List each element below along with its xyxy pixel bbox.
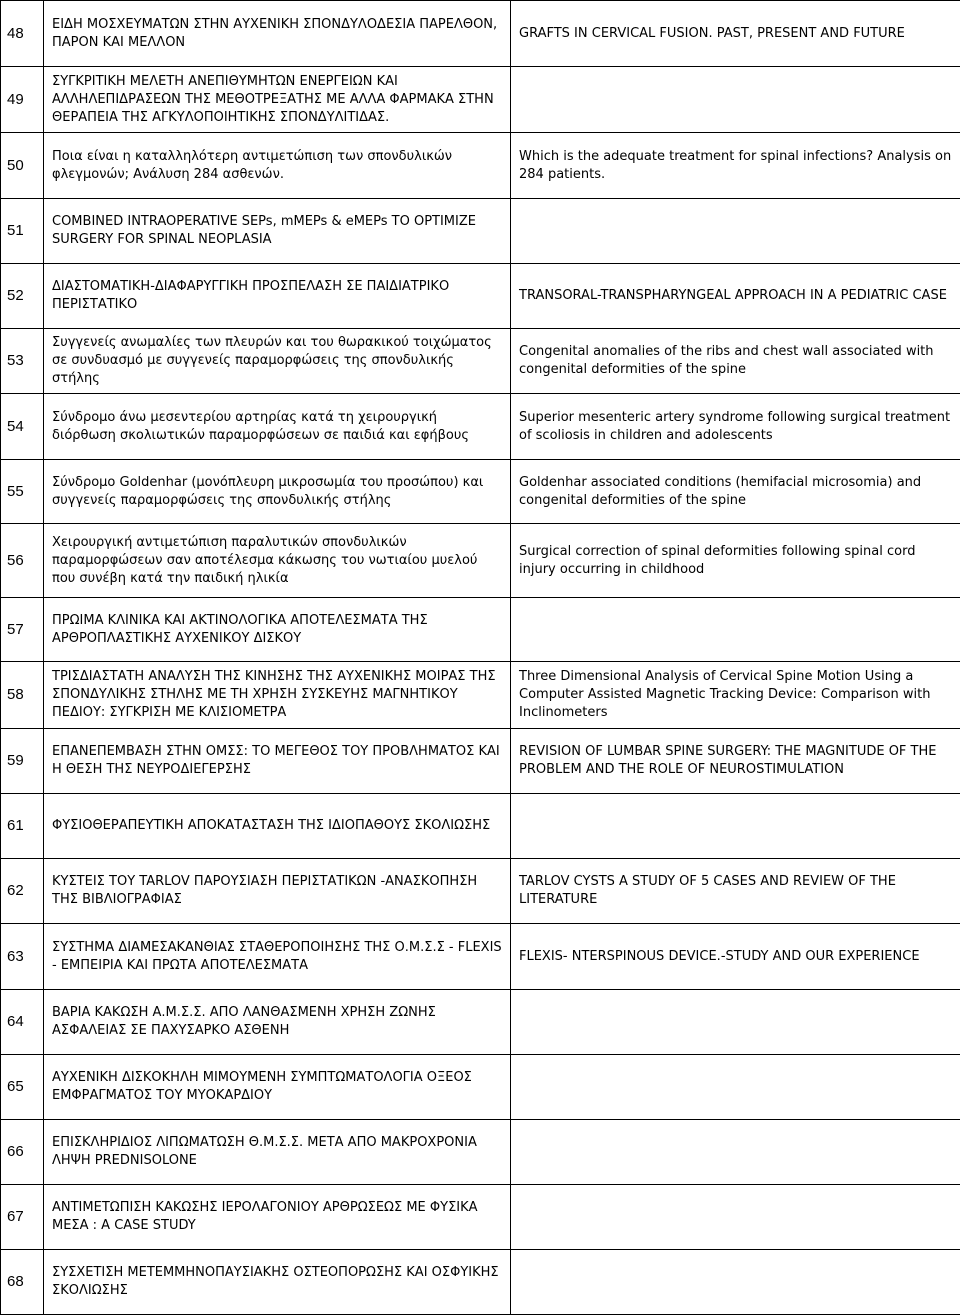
greek-title: ΒΑΡΙΑ ΚΑΚΩΣΗ Α.Μ.Σ.Σ. ΑΠΟ ΛΑΝΘΑΣΜΕΝΗ ΧΡΗΣΗ ΖΩΝΗΣ ΑΣΦΑΛΕΙΑΣ ΣΕ ΠΑΧΥΣΑΡΚΟ ΑΣΘΕΝΗ bbox=[44, 990, 511, 1055]
english-title bbox=[511, 1250, 960, 1315]
greek-title: Χειρουργική αντιμετώπιση παραλυτικών σπονδυλικών παραμορφώσεων σαν αποτέλεσμα κάκωσης του νωτιαίου μυελού που συνέβη κατά την παιδική ηλικία bbox=[44, 524, 511, 598]
row-number: 64 bbox=[1, 990, 44, 1055]
table-row bbox=[1, 1185, 960, 1250]
row-number: 48 bbox=[1, 1, 44, 67]
table-row bbox=[1, 859, 960, 924]
english-title: Goldenhar associated conditions (hemifacial microsomia) and congenital deformities of the spine bbox=[511, 460, 960, 524]
table-row bbox=[1, 524, 960, 598]
table-row bbox=[1, 199, 960, 264]
table-row bbox=[1, 394, 960, 460]
greek-title: ΣΥΣΧΕΤΙΣΗ ΜΕΤΕΜΜΗΝΟΠΑΥΣΙΑΚΗΣ ΟΣΤΕΟΠΟΡΩΣΗΣ ΚΑΙ ΟΣΦΥΙΚΗΣ ΣΚΟΛΙΩΣΗΣ bbox=[44, 1250, 511, 1315]
table-row bbox=[1, 329, 960, 394]
english-title bbox=[511, 1185, 960, 1250]
table-row bbox=[1, 1, 960, 67]
table-row bbox=[1, 729, 960, 794]
row-number: 52 bbox=[1, 264, 44, 329]
english-title: TRANSORAL-TRANSPHARYNGEAL APPROACH IN A PEDIATRIC CASE bbox=[511, 264, 960, 329]
row-number: 63 bbox=[1, 924, 44, 990]
row-number: 50 bbox=[1, 133, 44, 199]
table-row bbox=[1, 990, 960, 1055]
row-number: 49 bbox=[1, 67, 44, 133]
row-number: 54 bbox=[1, 394, 44, 460]
table-row bbox=[1, 1120, 960, 1185]
greek-title: Σύνδρομο Goldenhar (μονόπλευρη μικροσωμία του προσώπου) και συγγενείς παραμορφώσεις της σπονδυλικής στήλης bbox=[44, 460, 511, 524]
greek-title: ΠΡΩΙΜΑ ΚΛΙΝΙΚΑ ΚΑΙ ΑΚΤΙΝΟΛΟΓΙΚΑ ΑΠΟΤΕΛΕΣΜΑΤΑ ΤΗΣ ΑΡΘΡΟΠΛΑΣΤΙΚΗΣ ΑΥΧΕΝΙΚΟΥ ΔΙΣΚΟΥ bbox=[44, 598, 511, 662]
english-title: Three Dimensional Analysis of Cervical Spine Motion Using a Computer Assisted Magnetic Tracking Device: Comparison with Inclinometers bbox=[511, 662, 960, 729]
greek-title: ΑΥΧΕΝΙΚΗ ΔΙΣΚΟΚΗΛΗ ΜΙΜΟΥΜΕΝΗ ΣΥΜΠΤΩΜΑΤΟΛΟΓΙΑ ΟΞΕΟΣ ΕΜΦΡΑΓΜΑΤΟΣ ΤΟΥ ΜΥΟΚΑΡΔΙΟΥ bbox=[44, 1055, 511, 1120]
greek-title: ΑΝΤΙΜΕΤΩΠΙΣΗ ΚΑΚΩΣΗΣ ΙΕΡΟΛΑΓΟΝΙΟΥ ΑΡΘΡΩΣΕΩΣ ΜΕ ΦΥΣΙΚΑ ΜΕΣΑ : A CASE STUDY bbox=[44, 1185, 511, 1250]
greek-title: ΔΙΑΣΤΟΜΑΤΙΚΗ-ΔΙΑΦΑΡΥΓΓΙΚΗ ΠΡΟΣΠΕΛΑΣΗ ΣΕ ΠΑΙΔΙΑΤΡΙΚΟ ΠΕΡΙΣΤΑΤΙΚΟ bbox=[44, 264, 511, 329]
row-number: 68 bbox=[1, 1250, 44, 1315]
english-title bbox=[511, 67, 960, 133]
table-row bbox=[1, 67, 960, 133]
table-row bbox=[1, 1250, 960, 1315]
table-row bbox=[1, 924, 960, 990]
row-number: 57 bbox=[1, 598, 44, 662]
greek-title: ΣΥΣΤΗΜΑ ΔΙΑΜΕΣΑΚΑΝΘΙΑΣ ΣΤΑΘΕΡΟΠΟΙΗΣΗΣ ΤΗΣ Ο.Μ.Σ.Σ - FLEXIS - ΕΜΠΕΙΡΙΑ ΚΑΙ ΠΡΩΤΑ ΑΠΟΤΕΛΕΣΜΑΤΑ bbox=[44, 924, 511, 990]
english-title: TARLOV CYSTS A STUDY OF 5 CASES AND REVIEW OF THE LITERATURE bbox=[511, 859, 960, 924]
english-title bbox=[511, 794, 960, 859]
table-row bbox=[1, 1055, 960, 1120]
table-row bbox=[1, 133, 960, 199]
english-title: REVISION OF LUMBAR SPINE SURGERY: THE MAGNITUDE OF THE PROBLEM AND THE ROLE OF NEUROSTIMULATION bbox=[511, 729, 960, 794]
greek-title: Σύνδρομο άνω μεσεντερίου αρτηρίας κατά τη χειρουργική διόρθωση σκολιωτικών παραμορφώσεων σε παιδιά και εφήβους bbox=[44, 394, 511, 460]
table-row bbox=[1, 264, 960, 329]
row-number: 61 bbox=[1, 794, 44, 859]
row-number: 56 bbox=[1, 524, 44, 598]
row-number: 53 bbox=[1, 329, 44, 394]
table-row bbox=[1, 598, 960, 662]
row-number: 58 bbox=[1, 662, 44, 729]
english-title bbox=[511, 1055, 960, 1120]
greek-title: ΕΠΑΝΕΠΕΜΒΑΣΗ ΣΤΗΝ ΟΜΣΣ: ΤΟ ΜΕΓΕΘΟΣ ΤΟΥ ΠΡΟΒΛΗΜΑΤΟΣ ΚΑΙ Η ΘΕΣΗ ΤΗΣ ΝΕΥΡΟΔΙΕΓΕΡΣΗΣ bbox=[44, 729, 511, 794]
row-number: 62 bbox=[1, 859, 44, 924]
english-title: Which is the adequate treatment for spinal infections? Analysis on 284 patients. bbox=[511, 133, 960, 199]
greek-title: ΕΠΙΣΚΛΗΡΙΔΙΟΣ ΛΙΠΩΜΑΤΩΣΗ Θ.Μ.Σ.Σ. ΜΕΤΑ ΑΠΟ ΜΑΚΡΟΧΡΟΝΙΑ ΛΗΨΗ PREDNISOLONE bbox=[44, 1120, 511, 1185]
greek-title: ΤΡΙΣΔΙΑΣΤΑΤΗ ΑΝΑΛΥΣΗ ΤΗΣ ΚΙΝΗΣΗΣ ΤΗΣ ΑΥΧΕΝΙΚΗΣ ΜΟΙΡΑΣ ΤΗΣ ΣΠΟΝΔΥΛΙΚΗΣ ΣΤΗΛΗΣ ΜΕ ΤΗ ΧΡΗΣΗ ΣΥΣΚΕΥΗΣ ΜΑΓΝΗΤΙΚΟΥ ΠΕΔΙΟΥ: ΣΥΓΚΡΙΣΗ ΜΕ ΚΛΙΣΙΟΜΕΤΡΑ bbox=[44, 662, 511, 729]
row-number: 59 bbox=[1, 729, 44, 794]
greek-title: Συγγενείς ανωμαλίες των πλευρών και του θωρακικού τοιχώματος σε συνδυασμό με συγγενείς παραμορφώσεις της σπονδυλικής στήλης bbox=[44, 329, 511, 394]
greek-title: ΦΥΣΙΟΘΕΡΑΠΕΥΤΙΚΗ ΑΠΟΚΑΤΑΣΤΑΣΗ ΤΗΣ ΙΔΙΟΠΑΘΟΥΣ ΣΚΟΛΙΩΣΗΣ bbox=[44, 794, 511, 859]
english-title: GRAFTS IN CERVICAL FUSION. PAST, PRESENT AND FUTURE bbox=[511, 1, 960, 67]
greek-title: COMBINED INTRAOPERATIVE SEPs, mMEPs & eMEPs TO OPTIMIZE SURGERY FOR SPINAL NEOPLASIA bbox=[44, 199, 511, 264]
table-row bbox=[1, 794, 960, 859]
english-title bbox=[511, 1120, 960, 1185]
english-title: Congenital anomalies of the ribs and chest wall associated with congenital deformities of the spine bbox=[511, 329, 960, 394]
row-number: 51 bbox=[1, 199, 44, 264]
table-row bbox=[1, 460, 960, 524]
table-row bbox=[1, 662, 960, 729]
greek-title: Ποια είναι η καταλληλότερη αντιμετώπιση των σπονδυλικών φλεγμονών; Ανάλυση 284 ασθενών. bbox=[44, 133, 511, 199]
english-title bbox=[511, 990, 960, 1055]
row-number: 67 bbox=[1, 1185, 44, 1250]
greek-title: ΕΙΔΗ ΜΟΣΧΕΥΜΑΤΩΝ ΣΤΗΝ ΑΥΧΕΝΙΚΗ ΣΠΟΝΔΥΛΟΔΕΣΙΑ ΠΑΡΕΛΘΟΝ, ΠΑΡΟΝ ΚΑΙ ΜΕΛΛΟΝ bbox=[44, 1, 511, 67]
greek-title: ΣΥΓΚΡΙΤΙΚΗ ΜΕΛΕΤΗ ΑΝΕΠΙΘΥΜΗΤΩΝ ΕΝΕΡΓΕΙΩΝ ΚΑΙ ΑΛΛΗΛΕΠΙΔΡΑΣΕΩΝ ΤΗΣ ΜΕΘΟΤΡΕΞΑΤΗΣ ΜΕ ΑΛΛΑ ΦΑΡΜΑΚΑ ΣΤΗΝ ΘΕΡΑΠΕΙΑ ΤΗΣ ΑΓΚΥΛΟΠΟΙΗΤΙΚΗΣ ΣΠΟΝΔΥΛΙΤΙΔΑΣ. bbox=[44, 67, 511, 133]
english-title: Superior mesenteric artery syndrome following surgical treatment of scoliosis in children and adolescents bbox=[511, 394, 960, 460]
row-number: 65 bbox=[1, 1055, 44, 1120]
english-title: FLEXIS- NTERSPINOUS DEVICE.-STUDY AND OUR EXPERIENCE bbox=[511, 924, 960, 990]
row-number: 66 bbox=[1, 1120, 44, 1185]
row-number: 55 bbox=[1, 460, 44, 524]
english-title bbox=[511, 199, 960, 264]
greek-title: ΚΥΣΤΕΙΣ ΤΟΥ TARLOV ΠΑΡΟΥΣΙΑΣΗ ΠΕΡΙΣΤΑΤΙΚΩΝ -ΑΝΑΣΚΟΠΗΣΗ ΤΗΣ ΒΙΒΛΙΟΓΡΑΦΙΑΣ bbox=[44, 859, 511, 924]
english-title bbox=[511, 598, 960, 662]
english-title: Surgical correction of spinal deformities following spinal cord injury occurring in childhood bbox=[511, 524, 960, 598]
